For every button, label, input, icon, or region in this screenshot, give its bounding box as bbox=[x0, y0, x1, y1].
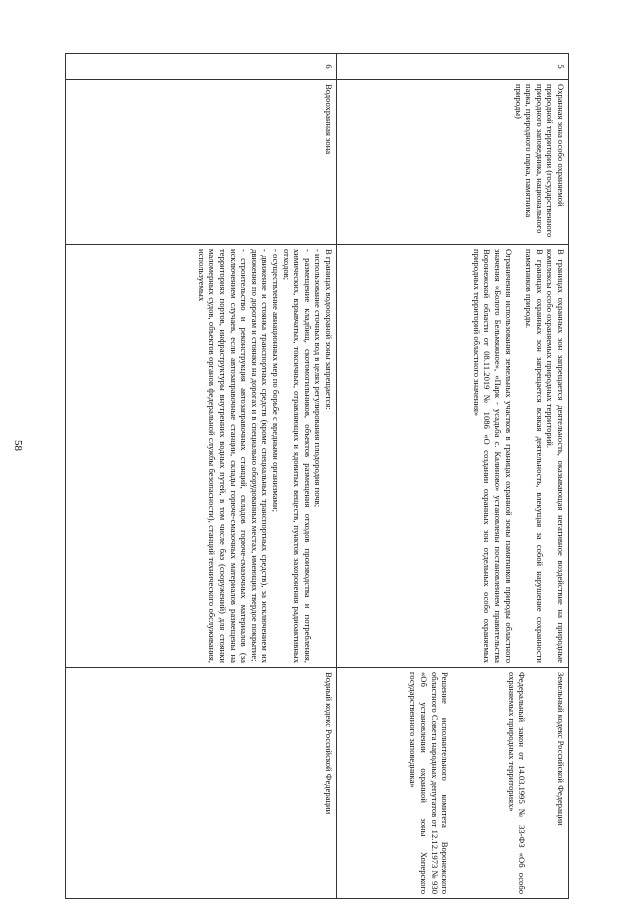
restriction-item: - строительство и реконструкция автозаправочных станций, складов горюче-смазочных материалов (за исключением случаев, если автозаправочные станции, склады горюче-смазочных материалов размещены на территориях портов, инфраструктуры внутренних водных путей, в том числе баз (сооружений) для стоянки маломерных судов, объектов органов федеральной службы безопасности), станций технического обслуживания, используемых bbox=[196, 249, 250, 663]
restriction-paragraph: Ограничения использования земельных участков в границах охранной зоны памятников природы областного значения «Болото Бельмяжное», «Парк - усадьба с. Калиново» установлены постановлением правительства Воронежской области от 08.11.2019 № 1086 «О создании охранных зон отдельных особо охраняемых природных территорий областного значения» bbox=[471, 249, 514, 663]
legal-basis-cell bbox=[337, 668, 569, 899]
restriction-item: - осуществление авиационных мер по борьбе с вредными организмами; bbox=[271, 249, 282, 512]
restrictions-table bbox=[65, 53, 569, 899]
row-number: 6 bbox=[66, 54, 337, 80]
restriction-paragraph: В границах охранных зон запрещается всякая деятельность, влекущая за собой нарушение сохранности памятников природы. bbox=[524, 249, 545, 663]
row-number: 5 bbox=[337, 54, 569, 80]
restriction-item: - размещение кладбищ, скотомогильников, объектов размещения отходов производства и потребления, химических, взрывчатых, токсичных, отравляющих и ядовитых веществ, пунктов захоронения радиоактивных отходов; bbox=[281, 249, 313, 663]
page-number: 58 bbox=[12, 440, 24, 451]
restriction-item: В границах водоохраной зоны запрещается: bbox=[324, 249, 334, 410]
zone-name: Охранная зона особо охраняемой природной территории (государственного природного заповедника, национального парка, природного парка, памятника природы) bbox=[337, 80, 569, 245]
table-row bbox=[337, 54, 569, 899]
restrictions-cell bbox=[66, 245, 337, 668]
legal-basis-item: Федеральный закон от 14.03.1995 № 33-ФЗ «Об особо охраняемых природных территориях» bbox=[506, 672, 528, 894]
zone-name: Водоохранная зона bbox=[66, 80, 337, 245]
legal-basis-item: Земельный кодекс Российской Федерации bbox=[556, 672, 566, 826]
restriction-paragraph: В границах охранных зон запрещается деятельность, оказывающая негативное воздействие на природные комплексы особо охраняемых природных территорий. bbox=[545, 249, 566, 663]
table-row bbox=[66, 54, 337, 899]
restrictions-cell bbox=[337, 245, 569, 668]
restriction-item: - движение и стоянка транспортных средств (кроме специальных транспортных средств), за исключением их движения по дорогам и стоянки на дорогах и в специально оборудованных местах, имеющих твердое покрытие; bbox=[249, 249, 271, 663]
restriction-item: - использование сточных вод в целях регулирования плодородия почв; bbox=[313, 249, 324, 508]
legal-basis-cell bbox=[66, 668, 337, 899]
rotated-page-content bbox=[64, 53, 569, 898]
legal-basis-item: Решение исполнительного комитета Воронежского областного Совета народных депутатов от 12.12.1973 № 930 «Об установлении охранной зоны Хоперского государственного заповедника» bbox=[408, 672, 451, 894]
legal-basis-item: Водный кодекс Российской Федерации bbox=[324, 672, 334, 815]
